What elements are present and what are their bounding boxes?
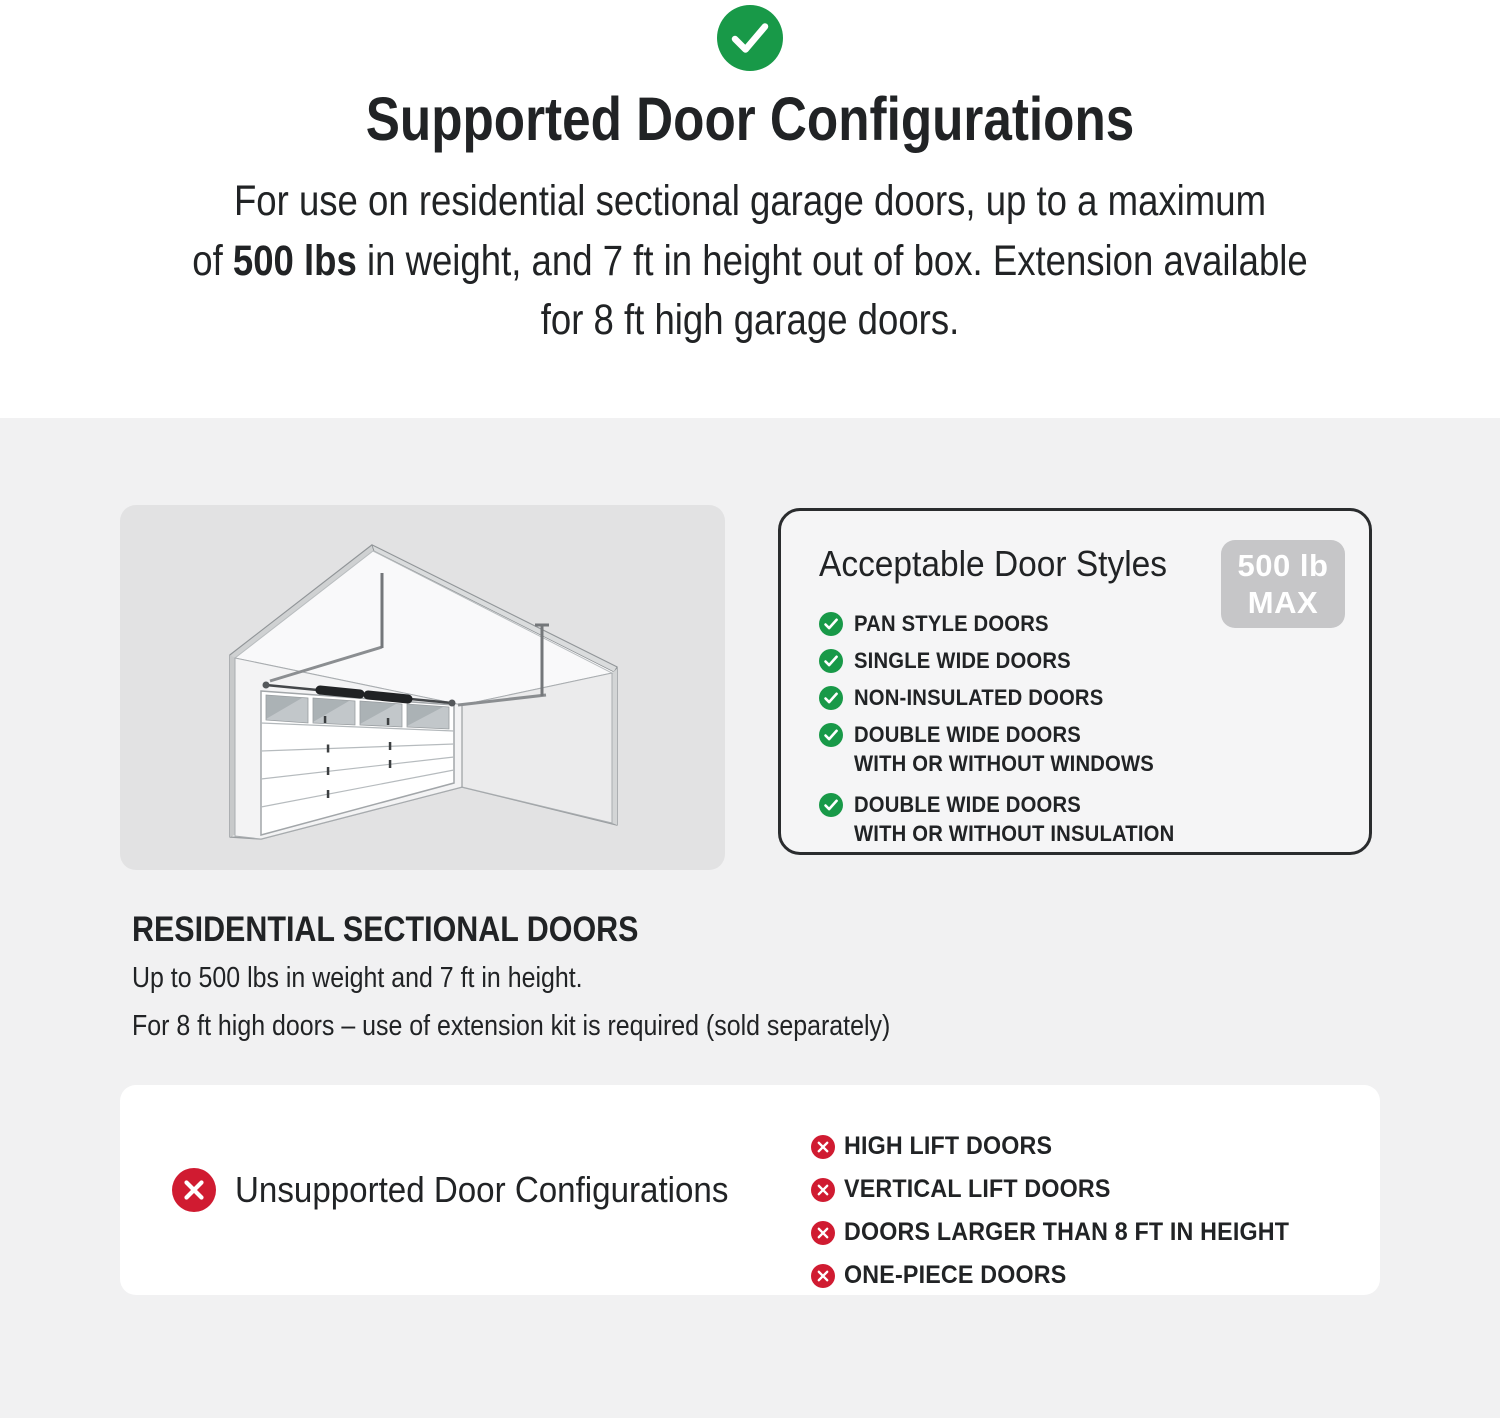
list-item [819,792,1347,849]
page-title: Supported Door Configurations [365,85,1135,153]
check-circle-icon [819,686,843,710]
max-weight-badge [1221,540,1345,628]
item-label: PAN STYLE DOORS [854,611,1049,636]
x-circle-icon [811,1221,835,1245]
list-item [811,1218,1323,1247]
list-item [819,722,1347,779]
badge-weight: 500 lb [1237,548,1329,583]
item-line-1: DOUBLE WIDE DOORS [854,792,1081,817]
subtitle-line-3: for 8 ft high garage doors. [540,297,960,344]
x-circle-icon [811,1135,835,1159]
item-label: HIGH LIFT DOORS [844,1132,1053,1160]
item-label: NON-INSULATED DOORS [854,685,1104,710]
x-circle-icon [811,1264,835,1288]
item-label: SINGLE WIDE DOORS [854,648,1071,673]
residential-line-1: Up to 500 lbs in weight and 7 ft in height. [132,962,583,994]
list-item [811,1132,1323,1161]
details-section [0,418,1500,1418]
subtitle-line-2: of 500 lbs in weight, and 7 ft in height out of box. Extension available [192,237,1308,285]
list-item [811,1261,1323,1290]
item-line-2: WITH OR WITHOUT INSULATION [854,821,1175,846]
acceptable-heading: Acceptable Door Styles [819,543,1167,584]
list-item [819,685,1347,711]
item-label: VERTICAL LIFT DOORS [844,1175,1111,1203]
check-circle-icon [819,723,843,747]
x-circle-icon [172,1168,216,1212]
list-item [811,1175,1323,1204]
item-line-1: DOUBLE WIDE DOORS [854,722,1081,747]
check-circle-icon [819,793,843,817]
x-circle-icon [811,1178,835,1202]
garage-illustration-panel [120,505,725,870]
list-item [819,648,1347,674]
subtitle-line-1: For use on residential sectional garage doors, up to a maximum [233,178,1267,225]
check-circle-icon [819,612,843,636]
item-label: ONE-PIECE DOORS [844,1261,1067,1289]
unsupported-heading: Unsupported Door Configurations [235,1169,729,1210]
unsupported-list [811,1132,1323,1304]
acceptable-door-styles-card [778,508,1372,855]
garage-interior-illustration [120,505,725,870]
check-circle-icon [819,649,843,673]
residential-sectional-block [132,910,891,1042]
hero-subtitle [0,172,1500,351]
hero-section [0,0,1500,418]
badge-max: MAX [1247,585,1319,620]
item-label [854,792,1174,849]
residential-heading: RESIDENTIAL SECTIONAL DOORS [132,910,639,949]
item-label [854,722,1154,779]
residential-line-2: For 8 ft high doors – use of extension kit is required (sold separately) [132,1010,891,1042]
item-label: DOORS LARGER THAN 8 FT IN HEIGHT [844,1218,1290,1246]
max-weight-emphasis: 500 lbs [232,237,357,285]
acceptable-list [819,611,1347,849]
unsupported-card [120,1085,1380,1295]
unsupported-header [172,1085,771,1295]
check-circle-icon [717,5,783,71]
item-line-2: WITH OR WITHOUT WINDOWS [854,751,1154,776]
acceptable-card-header [819,543,1347,620]
